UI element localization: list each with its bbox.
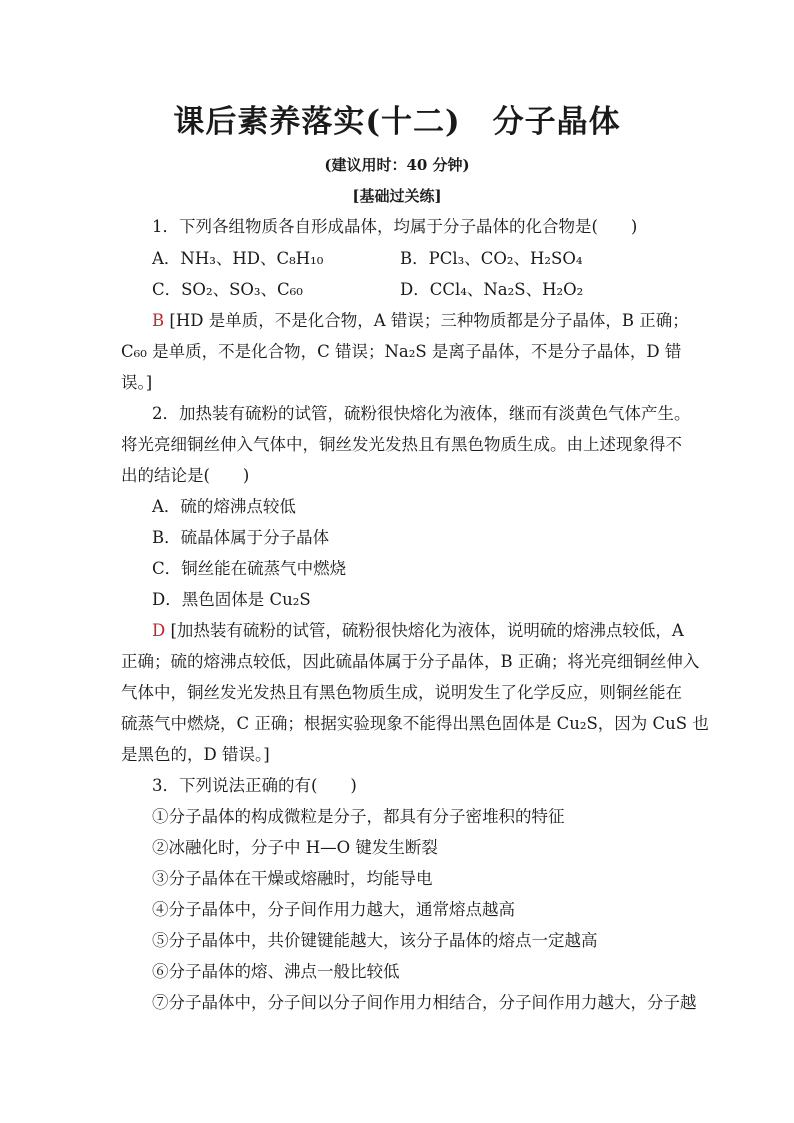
q1-option-c: C．SO₂、SO₃、C₆₀ bbox=[152, 280, 303, 299]
q2-option-a: A．硫的熔沸点较低 bbox=[152, 497, 296, 516]
q1-option-b: B．PCl₃、CO₂、H₂SO₄ bbox=[400, 249, 583, 268]
page-title: 课后素养落实(十二) 分子晶体 bbox=[173, 104, 621, 140]
section-heading: [基础过关练] bbox=[352, 187, 442, 205]
q1-explanation-line: C₆₀ 是单质，不是化合物，C 错误；Na₂S 是离子晶体，不是分子晶体，D 错 bbox=[121, 342, 682, 361]
q2-explanation-line bbox=[152, 620, 684, 642]
q3-statement-5: ⑤分子晶体中，共价键键能越大，该分子晶体的熔点一定越高 bbox=[152, 931, 598, 950]
q2-stem: 将光亮细铜丝伸入气体中，铜丝发光发热且有黑色物质生成。由上述现象得不 bbox=[121, 435, 682, 454]
q1-explanation-line: 误。] bbox=[121, 373, 153, 392]
q3-statement-7: ⑦分子晶体中，分子间以分子间作用力相结合，分子间作用力越大，分子越 bbox=[152, 993, 697, 1012]
q2-explanation-text: [加热装有硫粉的试管，硫粉很快熔化为液体，说明硫的熔沸点较低，A bbox=[170, 621, 684, 640]
q3-stem: 3．下列说法正确的有( ) bbox=[152, 776, 357, 795]
q2-option-d: D．黑色固体是 Cu₂S bbox=[152, 590, 311, 609]
q1-option-d: D．CCl₄、Na₂S、H₂O₂ bbox=[400, 280, 584, 299]
q1-answer: B bbox=[152, 311, 165, 330]
q1-option-a: A．NH₃、HD、C₈H₁₀ bbox=[152, 249, 324, 268]
q2-explanation-line: 气体中，铜丝发光发热且有黑色物质生成，说明发生了化学反应，则铜丝能在 bbox=[121, 683, 682, 702]
q3-statement-6: ⑥分子晶体的熔、沸点一般比较低 bbox=[152, 962, 400, 981]
q2-explanation-line: 正确；硫的熔沸点较低，因此硫晶体属于分子晶体，B 正确；将光亮细铜丝伸入 bbox=[121, 652, 700, 671]
q1-explanation-line bbox=[152, 310, 689, 332]
q2-stem: 出的结论是( ) bbox=[121, 466, 250, 485]
q2-option-c: C．铜丝能在硫蒸气中燃烧 bbox=[152, 559, 347, 578]
q2-option-b: B．硫晶体属于分子晶体 bbox=[152, 528, 330, 547]
time-note: (建议用时：40 分钟) bbox=[324, 156, 470, 174]
q3-statement-2: ②冰融化时，分子中 H—O 键发生断裂 bbox=[152, 838, 438, 857]
q3-statement-3: ③分子晶体在干燥或熔融时，均能导电 bbox=[152, 869, 433, 888]
q3-statement-4: ④分子晶体中，分子间作用力越大，通常熔点越高 bbox=[152, 900, 515, 919]
q3-statement-1: ①分子晶体的构成微粒是分子，都具有分子密堆积的特征 bbox=[152, 807, 565, 826]
q2-answer: D bbox=[152, 621, 166, 640]
q2-explanation-line: 硫蒸气中燃烧，C 正确；根据实验现象不能得出黑色固体是 Cu₂S，因为 CuS 也 bbox=[121, 714, 709, 733]
q1-explanation-text: [HD 是单质，不是化合物，A 错误；三种物质都是分子晶体，B 正确； bbox=[169, 311, 689, 330]
q2-explanation-line: 是黑色的，D 错误。] bbox=[121, 745, 270, 764]
q2-stem: 2．加热装有硫粉的试管，硫粉很快熔化为液体，继而有淡黄色气体产生。 bbox=[152, 404, 691, 423]
q1-stem: 1．下列各组物质各自形成晶体，均属于分子晶体的化合物是( ) bbox=[152, 217, 638, 236]
